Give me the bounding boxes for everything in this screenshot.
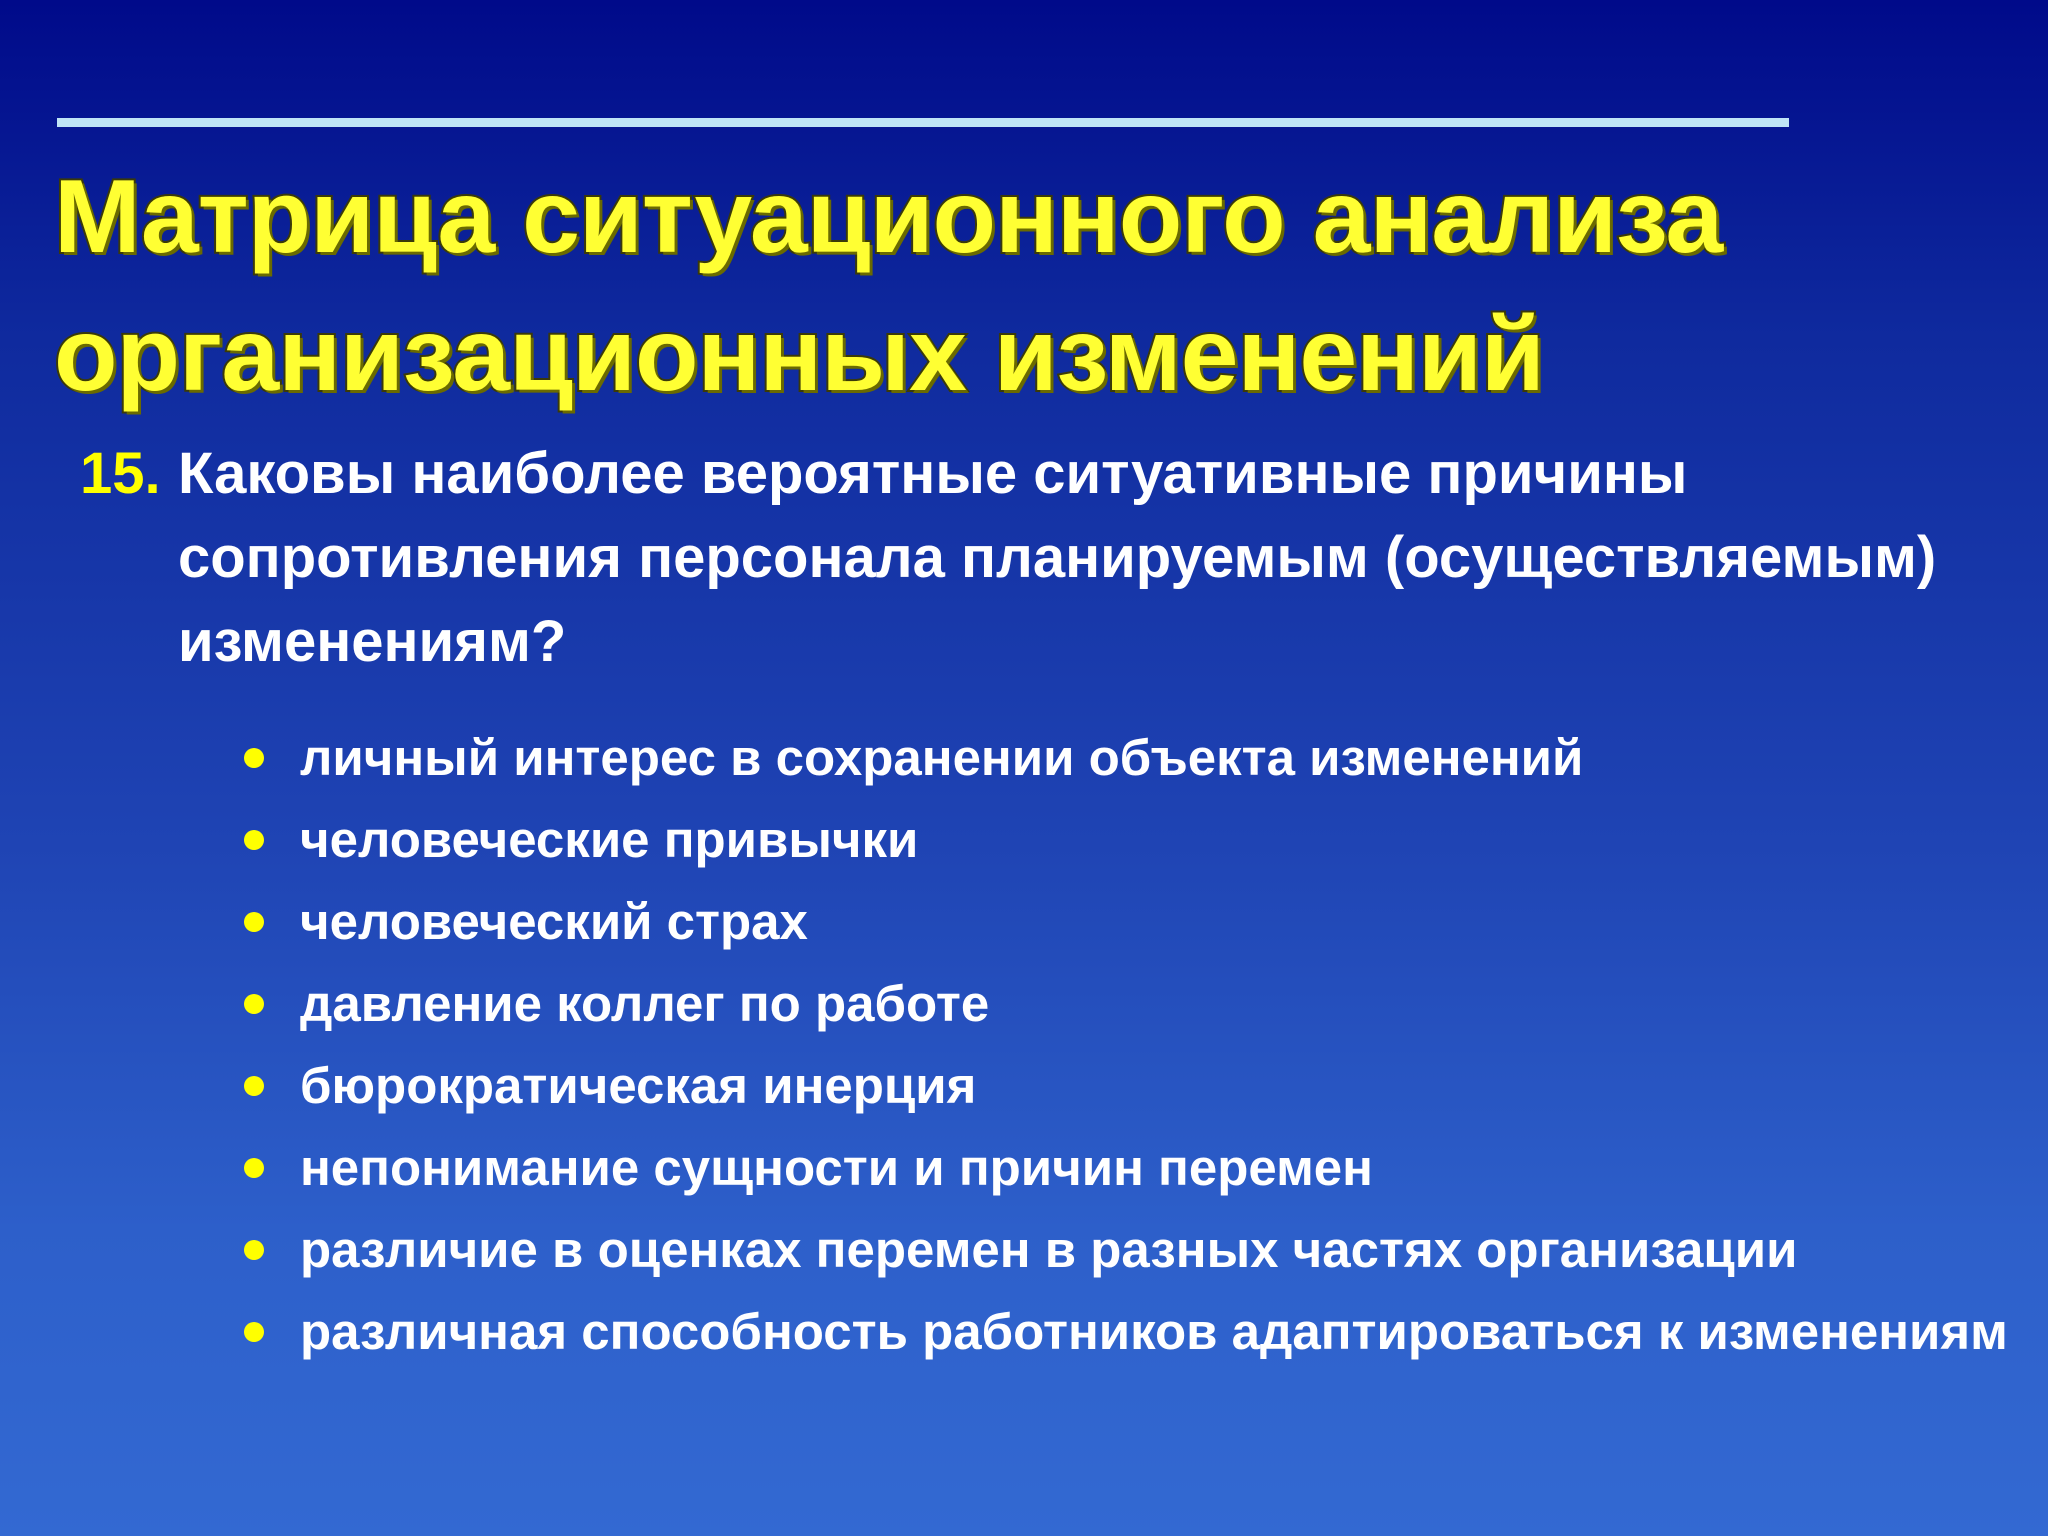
bullet-dot-icon <box>244 1158 264 1178</box>
list-item <box>240 1052 2020 1120</box>
question-text: Каковы наиболее вероятные ситуативные причины сопротивления персонала планируемым (осуществляемым) изменениям? <box>178 441 1937 674</box>
bullet-dot-icon <box>244 748 264 768</box>
list-item <box>240 888 2020 956</box>
list-item <box>240 806 2020 874</box>
list-item-text: различие в оценках перемен в разных частях организации <box>300 1221 1798 1278</box>
list-item <box>240 1298 2020 1366</box>
list-item <box>240 970 2020 1038</box>
bullet-dot-icon <box>244 1322 264 1342</box>
list-item <box>240 1134 2020 1202</box>
bullet-dot-icon <box>244 1076 264 1096</box>
list-item-text: личный интерес в сохранении объекта изменений <box>300 729 1584 786</box>
list-item-text: давление коллег по работе <box>300 975 990 1032</box>
list-item-text: различная способность работников адаптироваться к изменениям <box>300 1303 2008 1360</box>
slide-title-line-2: организационных изменений <box>54 297 1544 413</box>
list-item-text: непонимание сущности и причин перемен <box>300 1139 1373 1196</box>
list-item-text: человеческий страх <box>300 893 808 950</box>
list-item-text: человеческие привычки <box>300 811 919 868</box>
list-item <box>240 724 2020 792</box>
bullet-dot-icon <box>244 830 264 850</box>
bullet-dot-icon <box>244 912 264 932</box>
causes-list <box>240 724 2020 1380</box>
slide-title <box>54 148 1954 424</box>
question-number: 15. <box>80 441 161 506</box>
list-item-text: бюрократическая инерция <box>300 1057 977 1114</box>
top-divider-rule <box>57 118 1789 127</box>
list-item <box>240 1216 2020 1284</box>
bullet-dot-icon <box>244 994 264 1014</box>
slide-title-line-1: Матрица ситуационного анализа <box>54 159 1723 275</box>
bullet-dot-icon <box>244 1240 264 1260</box>
